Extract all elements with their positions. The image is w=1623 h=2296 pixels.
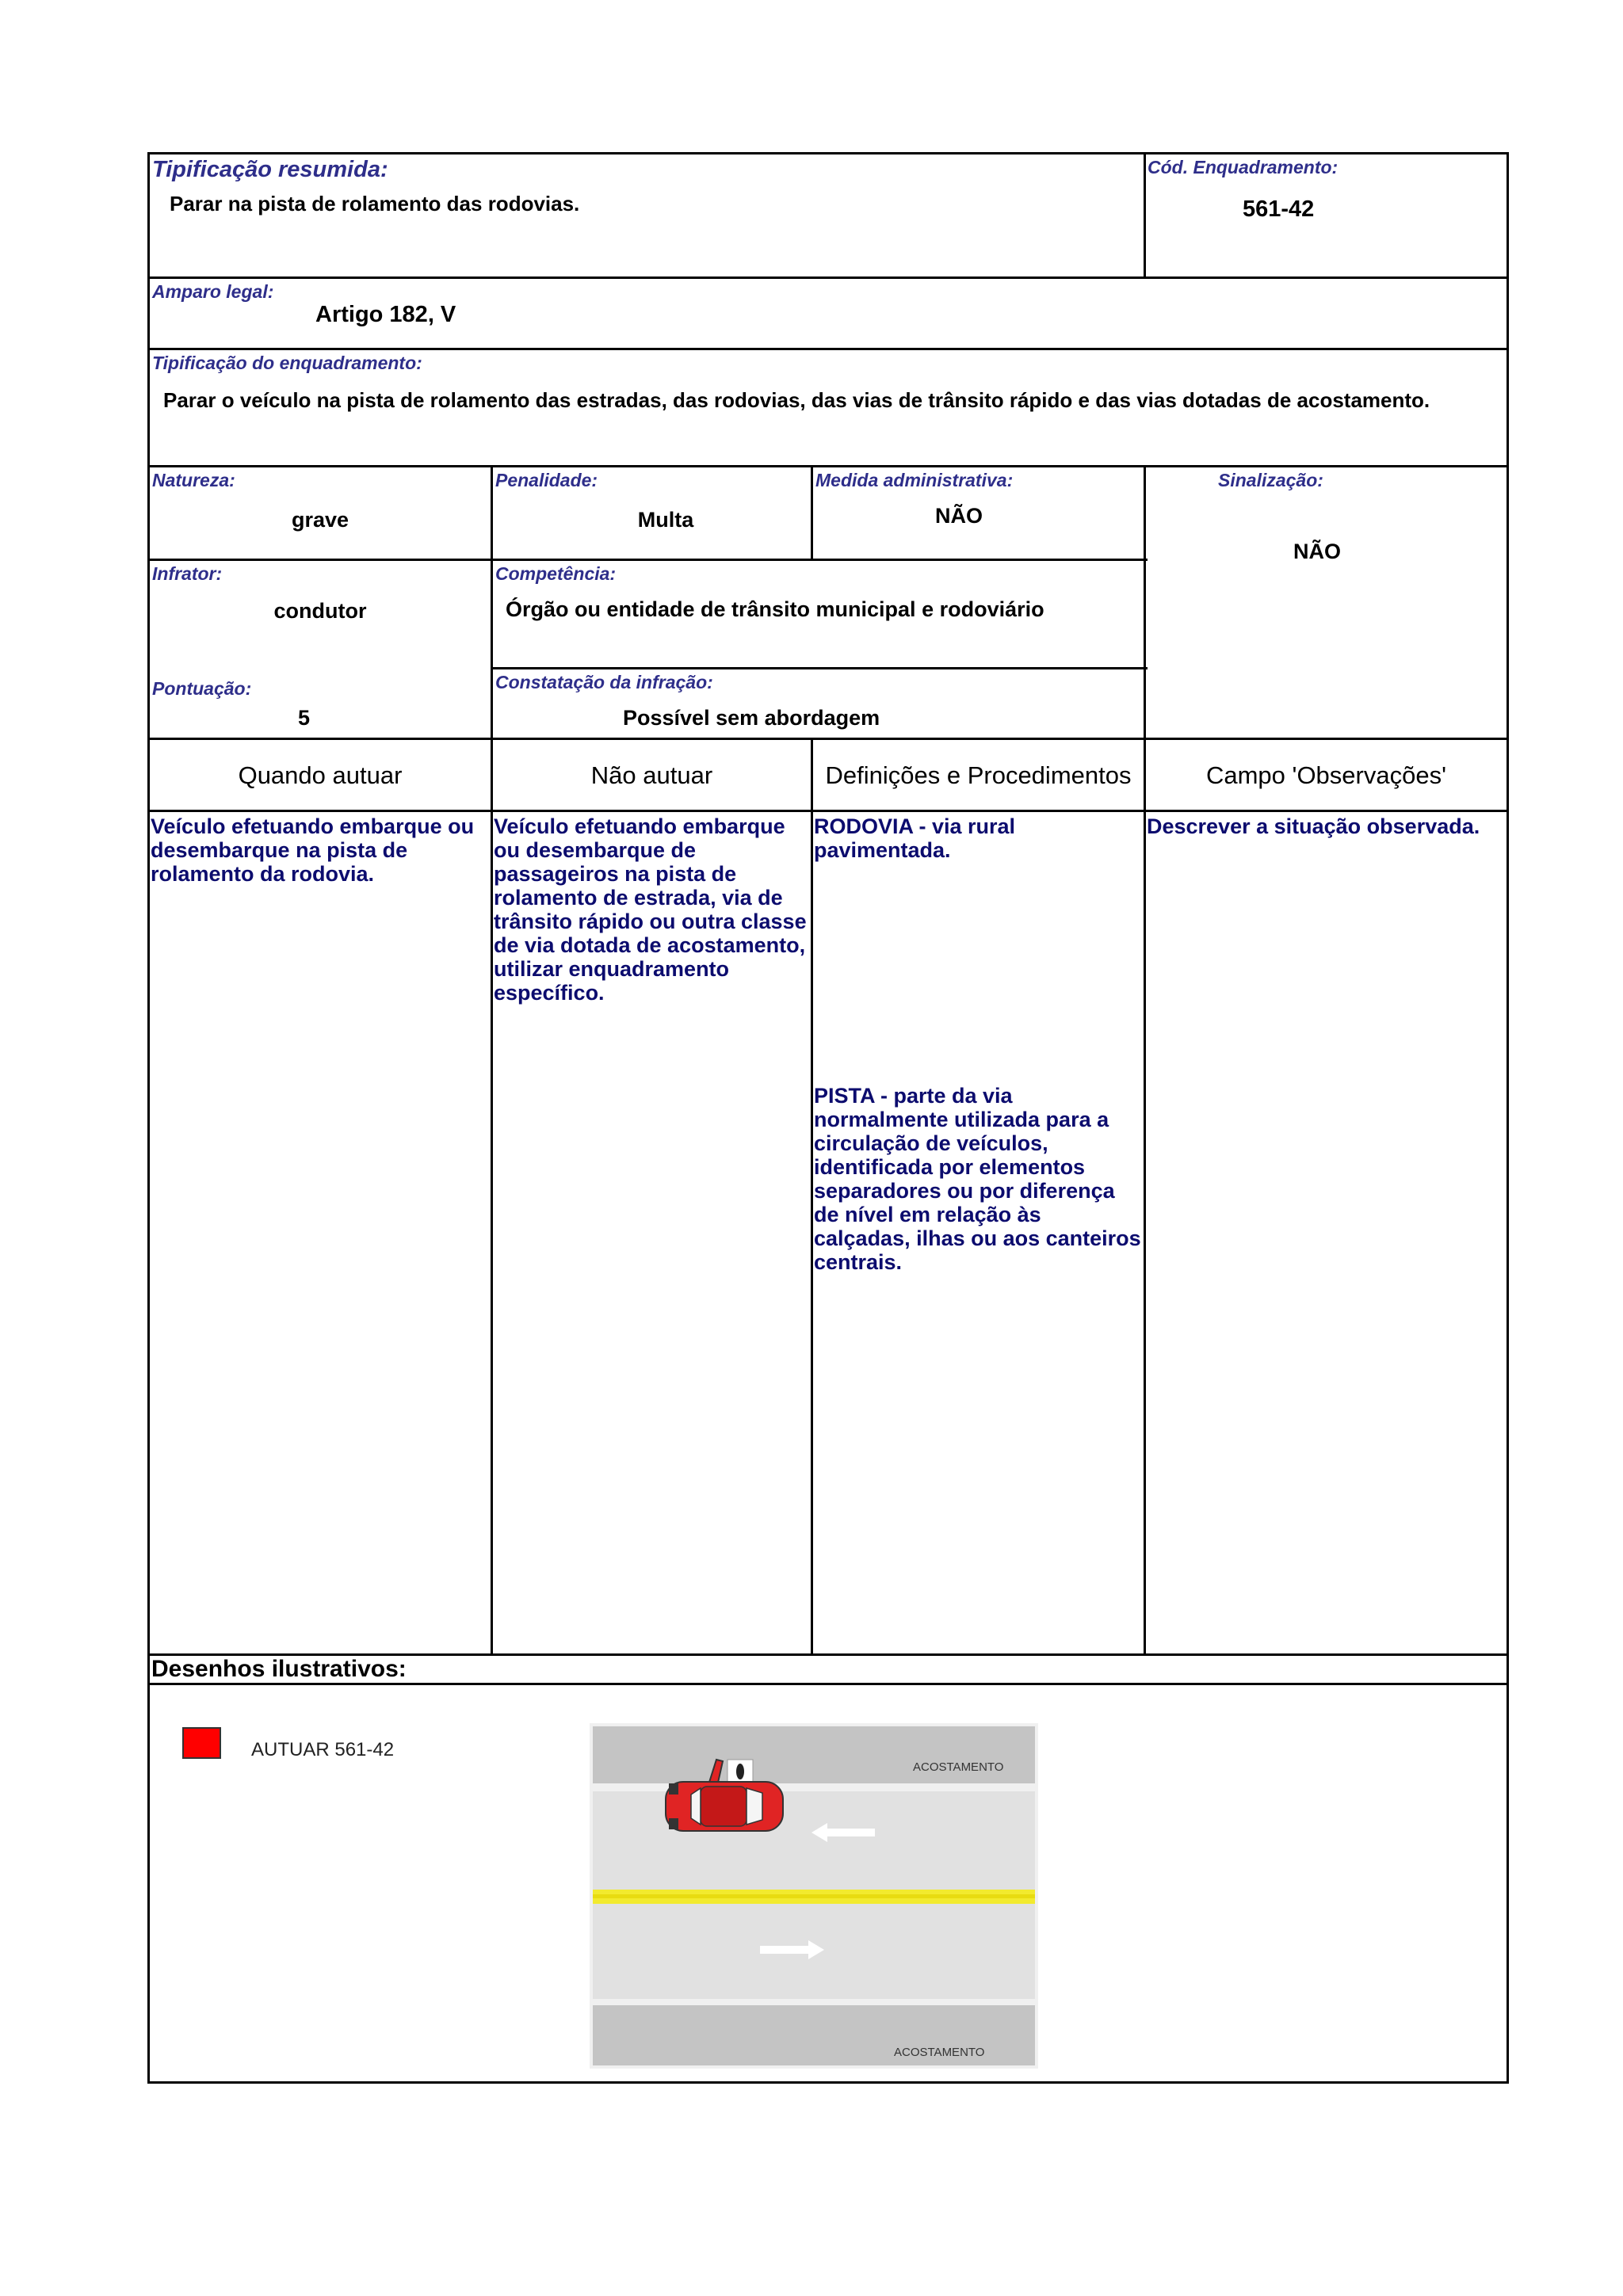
grid-line [491,465,493,1656]
grid-line [1144,152,1146,279]
resumo-label: Tipificação resumida: [152,157,388,182]
codigo-value: 561-42 [1243,196,1315,222]
grid-line [1144,738,1146,1656]
grid-line [147,738,1509,740]
constatacao-label: Constatação da infração: [495,672,713,692]
pontuacao-value: 5 [298,706,311,730]
sinalizacao-label: Sinalização: [1218,470,1323,490]
competencia-value: Órgão ou entidade de trânsito municipal e rodoviário [506,597,1044,621]
car-roof [701,1787,747,1826]
grid-line [147,348,1509,350]
quando-text: Veículo efetuando embarque ou desembarque na pista de rolamento da rodovia. [151,814,475,886]
grid-line [1144,465,1146,740]
tipificacao-label: Tipificação do enquadramento: [152,353,422,373]
infrator-value: condutor [273,599,367,623]
sinalizacao-value: NÃO [1293,540,1341,563]
car-rear-window [691,1788,701,1825]
legend-swatch [182,1727,221,1759]
col-header-observacoes: Campo 'Observações' [1205,761,1447,789]
natureza-value: grave [291,508,349,532]
grid-line [147,465,1509,467]
amparo-label: Amparo legal: [152,281,274,302]
constatacao-value: Possível sem abordagem [623,706,880,730]
definicoes-text-2: PISTA - parte da via normalmente utilizada para a circulação de veículos, identificada por elementos separadores ou por diferença de nível em relação às calçadas, ilhas ou aos canteiros centrais. [814,1084,1141,1274]
amparo-value: Artigo 182, V [315,302,456,327]
infrator-label: Infrator: [152,563,223,584]
observacoes-text: Descrever a situação observada. [1147,814,1480,838]
road-illustration [590,1723,1038,2069]
col-header-definicoes: Definições e Procedimentos [825,761,1132,789]
acostamento-bottom-label: ACOSTAMENTO [894,2046,985,2059]
competencia-label: Competência: [495,563,617,584]
center-line-inner [593,1894,1035,1898]
col-header-quando: Quando autuar [238,761,403,789]
car-wheel [669,1783,678,1794]
col-header-nao: Não autuar [590,761,713,789]
resumo-text: Parar na pista de rolamento das rodovias. [170,192,580,215]
grid-line [811,738,813,1656]
grid-line [147,152,1509,154]
grid-line [147,1683,1509,1685]
pontuacao-label: Pontuação: [152,678,252,699]
grid-line [1507,152,1509,2084]
grid-line [147,810,1509,812]
natureza-label: Natureza: [152,470,235,490]
shoulder-top [593,1726,1035,1783]
grid-line [147,2081,1509,2084]
legend-label: AUTUAR 561-42 [251,1739,395,1760]
codigo-label: Cód. Enquadramento: [1148,157,1338,177]
grid-line [147,559,1148,561]
grid-line [147,152,150,2084]
medida-value: NÃO [935,504,983,528]
car-windshield [747,1788,762,1825]
nao-text: Veículo efetuando embarque ou desembarque de passageiros na pista de rolamento de estrada, via de trânsito rápido ou outra classe de via dotada de acostamento, utilizar enquadramento específico. [494,814,807,1005]
acostamento-top-label: ACOSTAMENTO [913,1760,1004,1774]
grid-line [491,667,1148,669]
definicoes-text-1: RODOVIA - via rural pavimentada. [814,814,1016,862]
grid-line [147,277,1509,279]
medida-label: Medida administrativa: [815,470,1014,490]
penalidade-label: Penalidade: [495,470,598,490]
penalidade-value: Multa [637,508,694,532]
car-wheel [669,1818,678,1829]
person-icon [736,1764,744,1779]
desenhos-label: Desenhos ilustrativos: [151,1656,407,1682]
tipificacao-text: Parar o veículo na pista de rolamento das estradas, das rodovias, das vias de trânsito rápido e das vias dotadas de acostamento. [163,388,1430,412]
